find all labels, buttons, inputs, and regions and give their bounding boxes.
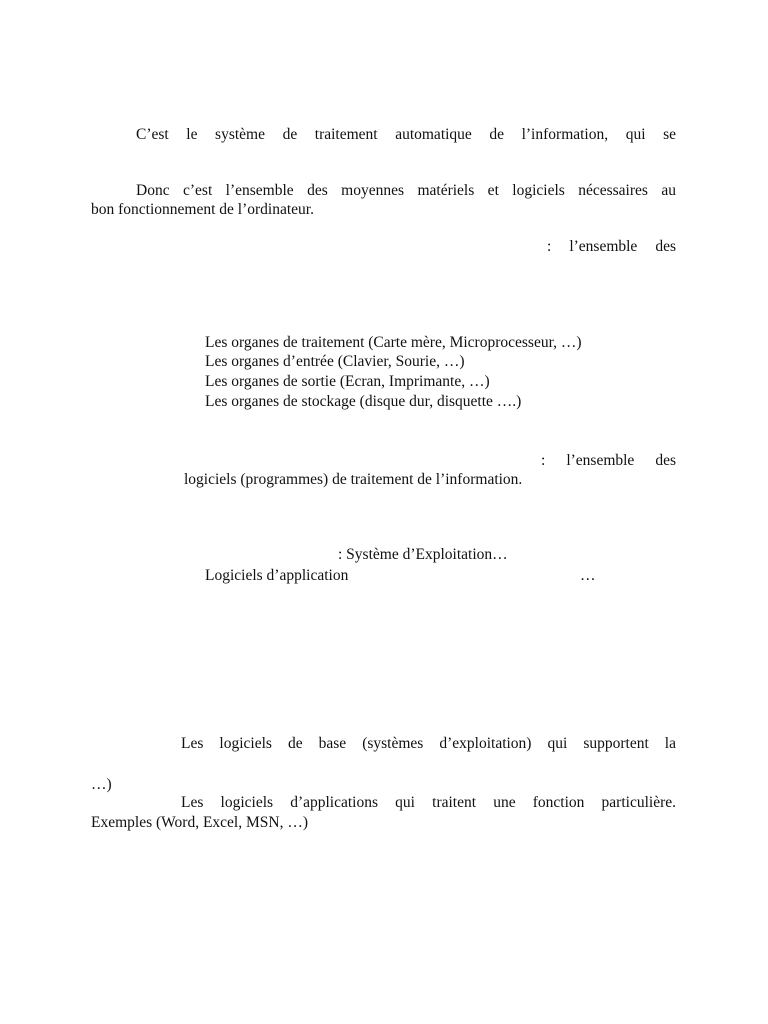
summary-base-software-end: …)	[91, 776, 112, 793]
paragraph-definition-line: C’est le système de traitement automatique de l’information, qui se	[136, 126, 676, 143]
software-app-label: Logiciels d’application	[205, 567, 349, 584]
paragraph-ensemble-line2: bon fonctionnement de l’ordinateur.	[91, 201, 314, 218]
paragraph-ensemble-line1: Donc c’est l’ensemble des moyennes matériels et logiciels nécessaires au	[136, 182, 676, 199]
hardware-intro: : l’ensemble des	[547, 238, 676, 255]
summary-examples: Exemples (Word, Excel, MSN, …)	[91, 814, 308, 831]
hardware-item-input: Les organes d’entrée (Clavier, Sourie, …)	[205, 353, 465, 370]
hardware-item-output: Les organes de sortie (Ecran, Imprimante, …)	[205, 373, 490, 390]
software-app-ellipsis: …	[580, 567, 596, 584]
software-intro-line2: logiciels (programmes) de traitement de l’information.	[184, 471, 523, 488]
software-intro: : l’ensemble des	[541, 452, 676, 469]
software-os-line: : Système d’Exploitation…	[338, 546, 508, 563]
hardware-item-storage: Les organes de stockage (disque dur, disquette ….)	[205, 393, 522, 410]
hardware-item-processing: Les organes de traitement (Carte mère, Microprocesseur, …)	[205, 334, 582, 351]
summary-application-software: Les logiciels d’applications qui traitent une fonction particulière.	[181, 794, 676, 811]
summary-base-software: Les logiciels de base (systèmes d’exploitation) qui supportent la	[181, 735, 676, 752]
